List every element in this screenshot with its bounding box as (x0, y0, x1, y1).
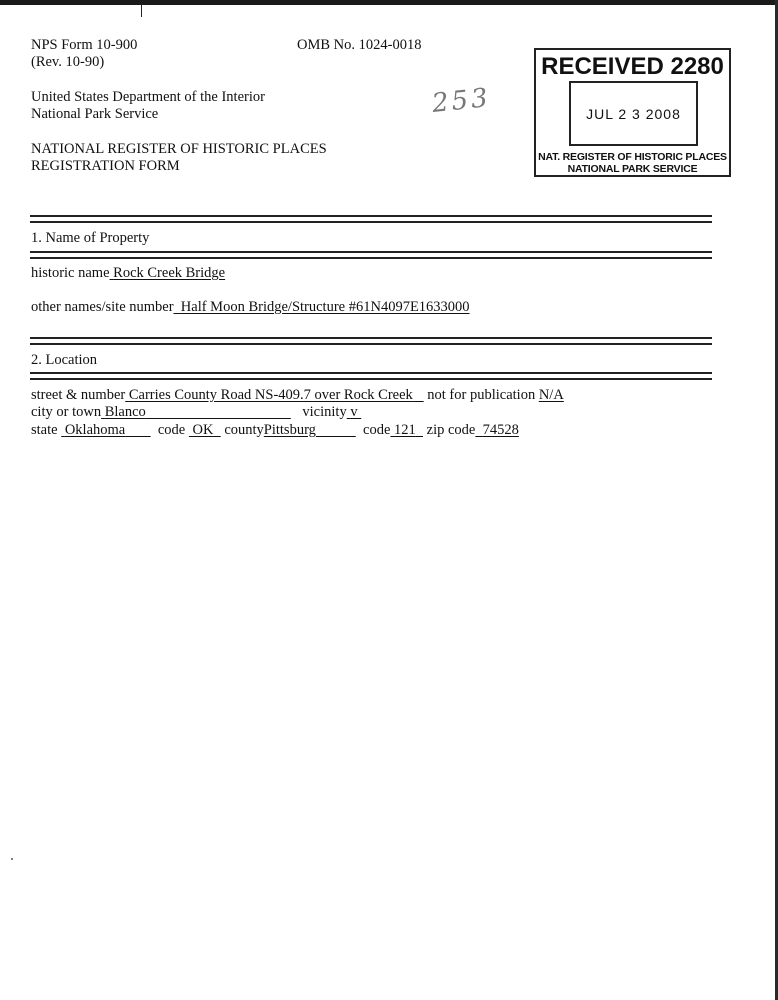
county-label: county (224, 422, 264, 438)
scan-speck (11, 858, 13, 860)
city-value: Blanco (104, 404, 146, 420)
section1-heading: 1. Name of Property (31, 230, 150, 246)
stamp-date-box (569, 81, 698, 146)
state-label: state (31, 422, 58, 438)
street-value: Carries County Road NS-409.7 over Rock Creek (128, 387, 413, 403)
section2-heading: 2. Location (31, 352, 98, 368)
historic-name-row (31, 264, 225, 282)
received-stamp (534, 48, 731, 177)
stamp-title: RECEIVED 2280 (541, 53, 724, 80)
vicinity-value: v (350, 404, 358, 420)
section-separator (30, 215, 712, 223)
county-value: Pittsburg (263, 422, 316, 438)
section-separator (30, 251, 712, 259)
department-name: United States Department of the Interior (31, 89, 265, 105)
city-row (31, 403, 361, 421)
other-names-row (31, 298, 470, 316)
form-title: REGISTRATION FORM (31, 158, 180, 174)
zip-value: 74528 (482, 422, 519, 438)
not-for-publication-label: not for publication (427, 387, 536, 403)
not-for-publication-value: N/A (538, 387, 564, 403)
scan-edge-top (0, 0, 778, 5)
register-title: NATIONAL REGISTER OF HISTORIC PLACES (31, 141, 327, 157)
zip-label: zip code (426, 422, 476, 438)
historic-name-value: Rock Creek Bridge (113, 265, 226, 281)
omb-number: OMB No. 1024-0018 (297, 37, 422, 53)
stamp-line-register: NAT. REGISTER OF HISTORIC PLACES (538, 151, 727, 163)
county-code-label: code (363, 422, 391, 438)
vicinity-label: vicinity (302, 404, 347, 420)
section-separator (30, 372, 712, 380)
street-label: street & number (31, 387, 126, 403)
street-row (31, 386, 564, 404)
state-code-value: OK (192, 422, 214, 438)
stamp-date: JUL 2 3 2008 (586, 106, 681, 122)
agency-name: National Park Service (31, 106, 159, 122)
section-separator (30, 337, 712, 345)
other-names-value: Half Moon Bridge/Structure #61N4097E1633000 (180, 299, 470, 315)
form-revision: (Rev. 10-90) (31, 54, 105, 70)
state-code-label: code (157, 422, 186, 438)
other-names-label: other names/site number (31, 299, 174, 315)
city-label: city or town (31, 404, 102, 420)
state-row (31, 421, 519, 439)
scan-mark (141, 4, 142, 17)
stamp-line-service: NATIONAL PARK SERVICE (567, 163, 698, 175)
state-value: Oklahoma (64, 422, 126, 438)
handwritten-number: 253 (430, 83, 493, 119)
county-code-value: 121 (394, 422, 416, 438)
historic-name-label: historic name (31, 265, 110, 281)
form-number: NPS Form 10-900 (31, 37, 138, 53)
